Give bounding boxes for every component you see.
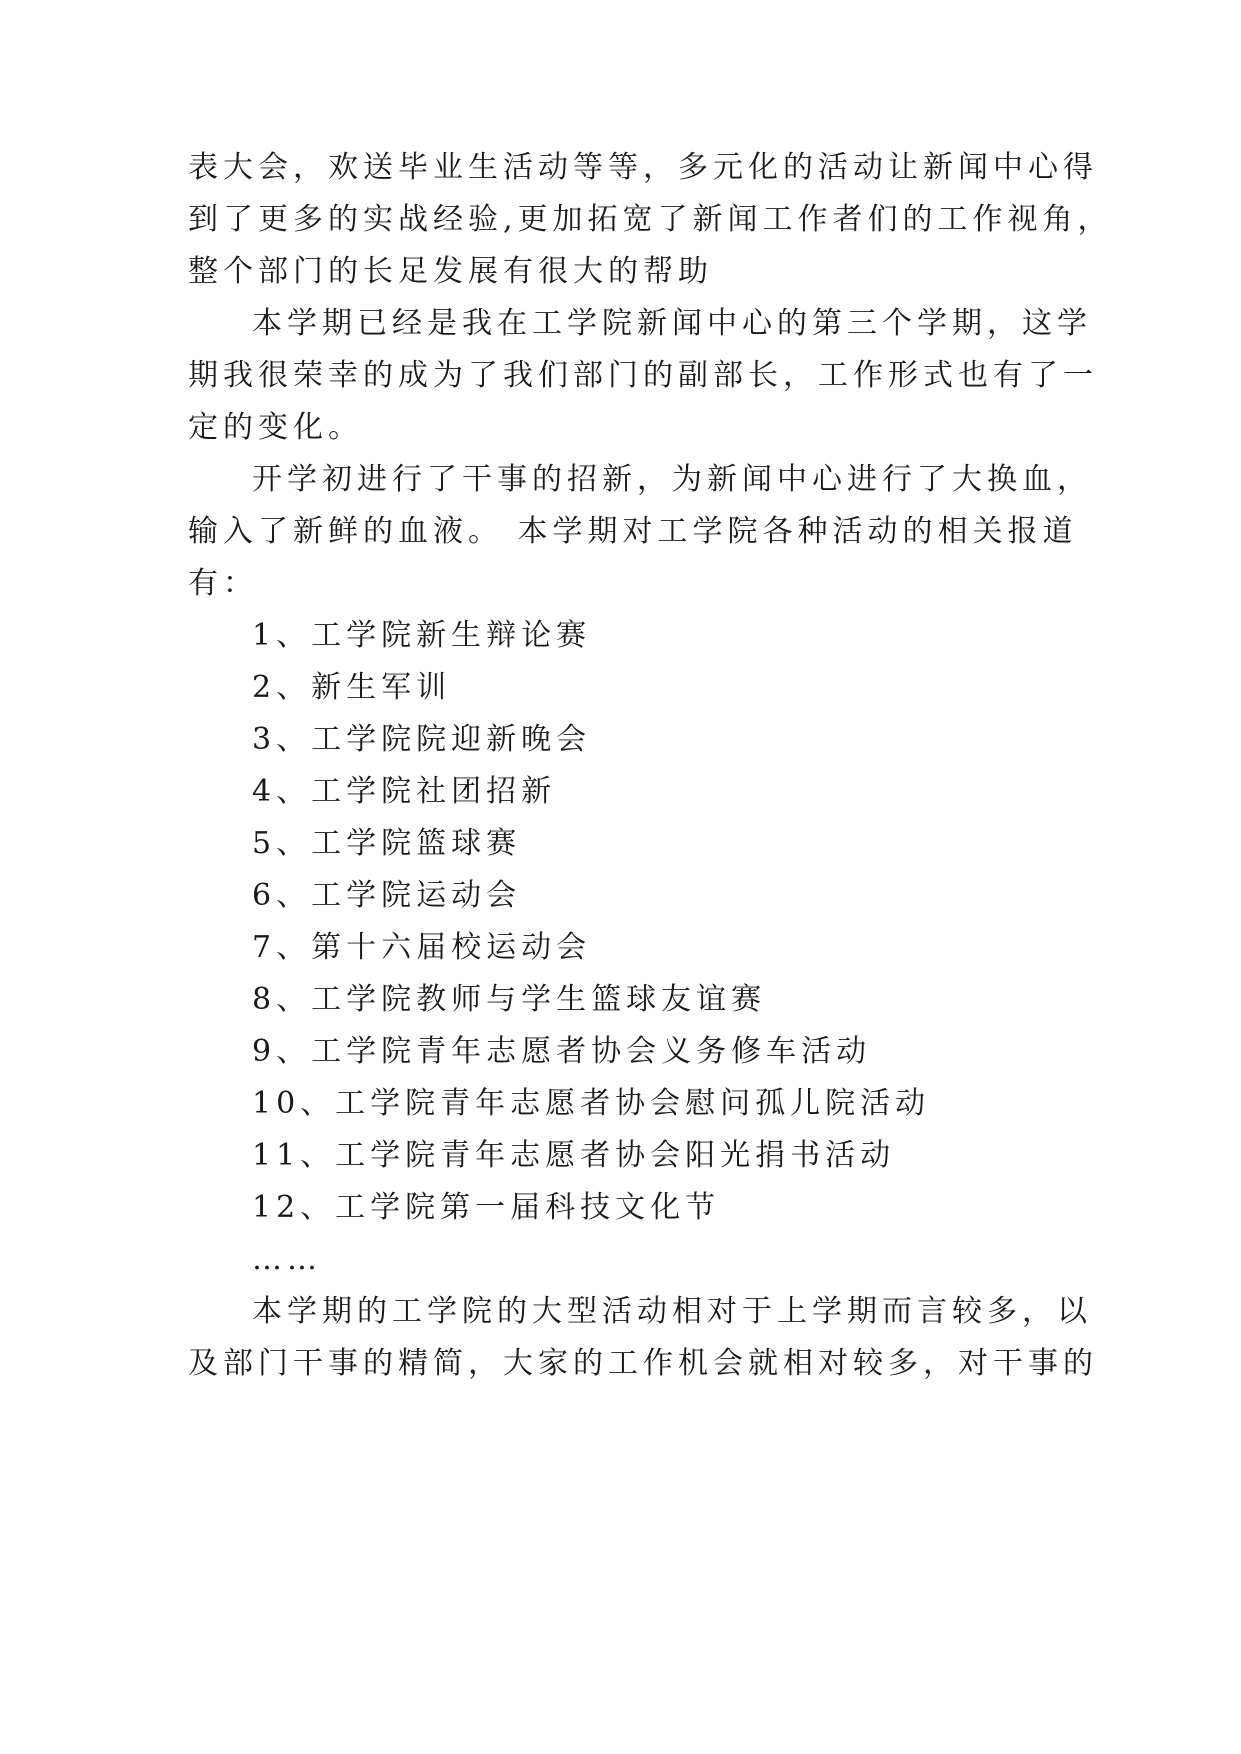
list-item: 3、工学院院迎新晚会 xyxy=(252,722,592,757)
paragraph-line: 整个部门的长足发展有很大的帮助 xyxy=(188,254,713,289)
paragraph-line: 有： xyxy=(188,566,258,601)
paragraph-line: 本学期已经是我在工学院新闻中心的第三个学期，这学 xyxy=(252,306,1092,341)
list-item: 7、第十六届校运动会 xyxy=(252,930,592,965)
paragraph-line: 及部门干事的精简，大家的工作机会就相对较多，对干事的 xyxy=(188,1346,1098,1381)
paragraph-line: 到了更多的实战经验,更加拓宽了新闻工作者们的工作视角， xyxy=(188,202,1113,237)
list-item: 5、工学院篮球赛 xyxy=(252,826,522,861)
paragraph-line: 定的变化。 xyxy=(188,410,363,445)
list-ellipsis: …… xyxy=(252,1242,322,1277)
paragraph-line: 开学初进行了干事的招新，为新闻中心进行了大换血， xyxy=(252,462,1092,497)
list-item: 10、工学院青年志愿者协会慰问孤儿院活动 xyxy=(252,1086,931,1121)
list-item: 4、工学院社团招新 xyxy=(252,774,557,809)
paragraph-line: 输入了新鲜的血液。 本学期对工学院各种活动的相关报道 xyxy=(188,514,1078,549)
paragraph-line: 期我很荣幸的成为了我们部门的副部长，工作形式也有了一 xyxy=(188,358,1098,393)
list-item: 11、工学院青年志愿者协会阳光捐书活动 xyxy=(252,1138,896,1173)
list-item: 6、工学院运动会 xyxy=(252,878,522,913)
list-item: 2、新生军训 xyxy=(252,670,452,705)
list-item: 1、工学院新生辩论赛 xyxy=(252,618,592,653)
list-item: 8、工学院教师与学生篮球友谊赛 xyxy=(252,982,767,1017)
paragraph-line: 本学期的工学院的大型活动相对于上学期而言较多，以 xyxy=(252,1294,1092,1329)
paragraph-line: 表大会，欢送毕业生活动等等，多元化的活动让新闻中心得 xyxy=(188,150,1098,185)
list-item: 9、工学院青年志愿者协会义务修车活动 xyxy=(252,1034,872,1069)
list-item: 12、工学院第一届科技文化节 xyxy=(252,1190,721,1225)
